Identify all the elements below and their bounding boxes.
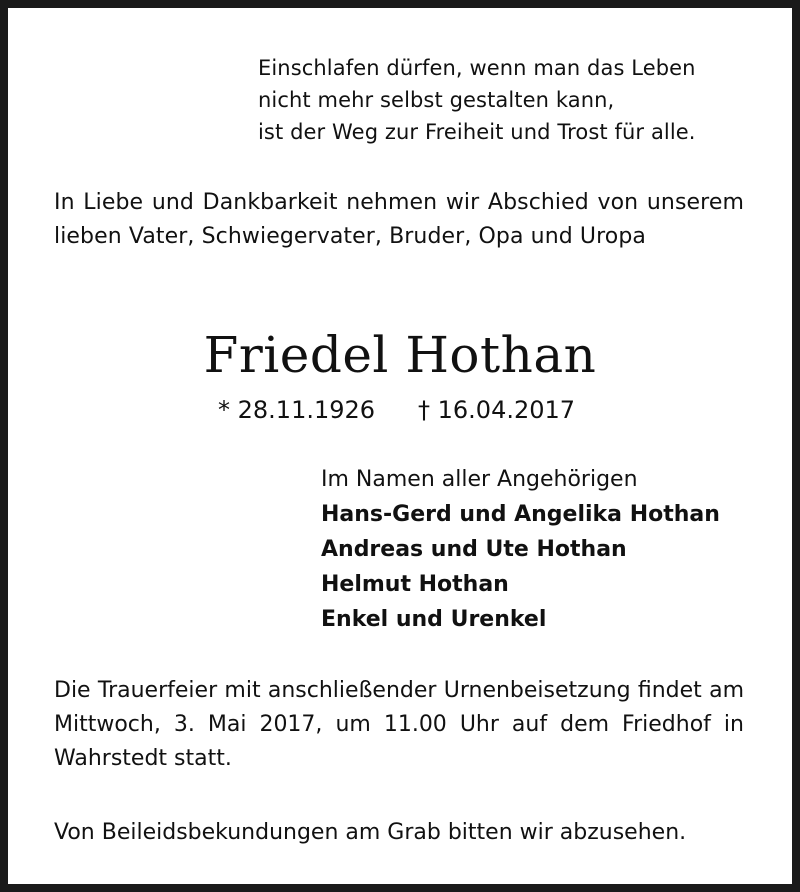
condolence-note: Von Beileidsbekundungen am Grab bitten wir abzusehen. [54,820,687,845]
deceased-name: Friedel Hothan [203,326,597,384]
service-announcement: Die Trauerfeier mit anschließender Urnenbeisetzung findet am Mittwoch, 3. Mai 2017, um 11.00 Uhr auf dem Friedhof in Wahrstedt statt. [54,678,744,771]
poem-line: nicht mehr selbst gestalten kann, [258,88,615,112]
birth-date: * 28.11.1926 [218,396,376,424]
intro-text: In Liebe und Dankbarkeit nehmen wir Abschied von unserem lieben Vater, Schwiegervater, Bruder, Opa und Uropa [54,190,744,249]
poem-line: ist der Weg zur Freiheit und Trost für alle. [258,120,696,144]
family-member: Andreas und Ute Hothan [321,537,627,562]
death-date: † 16.04.2017 [418,396,576,424]
family-lead: Im Namen aller Angehörigen [321,467,638,492]
family-signature [321,462,720,637]
family-member: Helmut Hothan [321,572,509,597]
family-member: Enkel und Urenkel [321,607,547,632]
poem [258,52,696,148]
family-member: Hans-Gerd und Angelika Hothan [321,502,720,527]
obituary-content [8,8,792,884]
poem-line: Einschlafen dürfen, wenn man das Leben [258,56,696,80]
